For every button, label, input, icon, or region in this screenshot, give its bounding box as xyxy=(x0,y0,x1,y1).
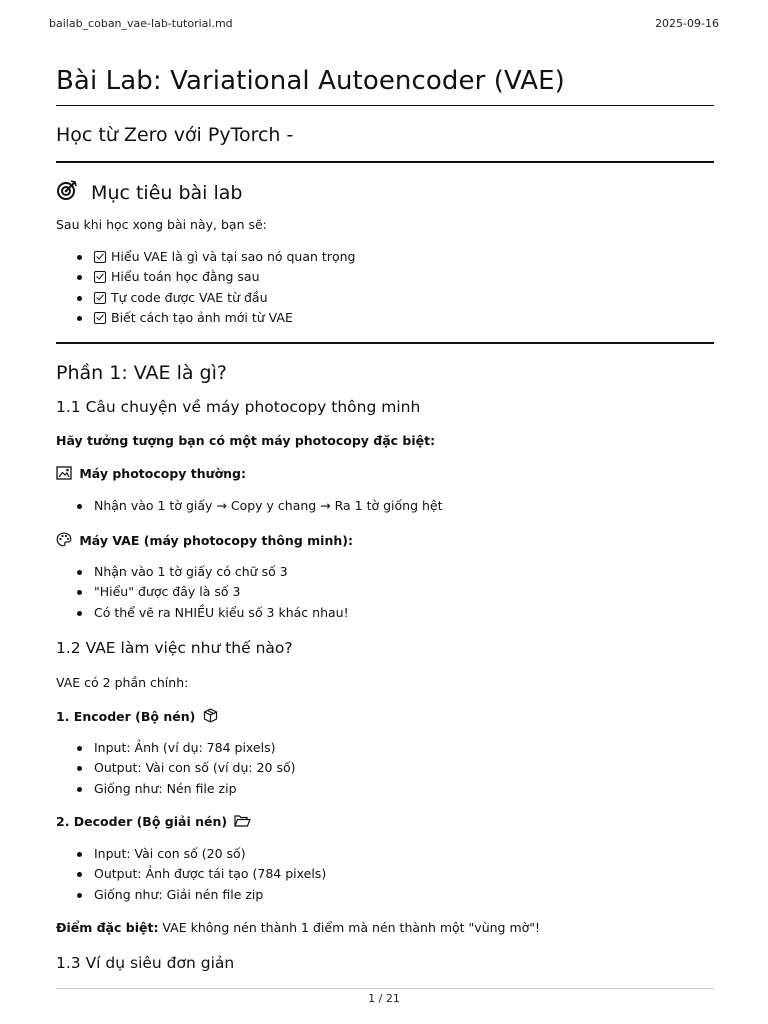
decoder-list xyxy=(56,844,326,905)
section-1-2-heading: 1.2 VAE làm việc như thế nào? xyxy=(56,639,293,657)
checkbox-icon xyxy=(94,271,106,283)
section-1-1-heading: 1.1 Câu chuyện về máy photocopy thông minh xyxy=(56,398,421,416)
page-subtitle: Học từ Zero với PyTorch - xyxy=(56,124,294,146)
section-1-2-intro: VAE có 2 phần chính: xyxy=(56,675,189,690)
section-divider xyxy=(56,342,714,344)
encoder-label: 1. Encoder (Bộ nén) xyxy=(56,708,218,726)
vae-copier-list xyxy=(56,562,349,623)
checkbox-icon xyxy=(94,251,106,263)
list-item: Hiểu toán học đằng sau xyxy=(56,267,355,287)
list-item: Biết cách tạo ảnh mới từ VAE xyxy=(56,308,355,328)
list-item: "Hiểu" được đây là số 3 xyxy=(56,582,349,602)
goals-heading-text: Mục tiêu bài lab xyxy=(91,182,243,204)
normal-copier-label: Máy photocopy thường: xyxy=(56,466,246,483)
list-item: Output: Ảnh được tái tạo (784 pixels) xyxy=(56,864,326,884)
header-date: 2025-09-16 xyxy=(655,17,719,30)
special-note-label: Điểm đặc biệt: xyxy=(56,920,159,935)
title-divider xyxy=(56,105,714,106)
header-filename: bailab_coban_vae-lab-tutorial.md xyxy=(49,17,233,30)
page-number: 1 / 21 xyxy=(368,992,400,1005)
open-folder-icon xyxy=(234,814,251,831)
goals-heading xyxy=(56,179,242,206)
part1-heading: Phần 1: VAE là gì? xyxy=(56,362,227,384)
encoder-list xyxy=(56,738,296,799)
target-icon xyxy=(56,179,78,206)
list-item: Hiểu VAE là gì và tại sao nó quan trọng xyxy=(56,247,355,267)
goals-list xyxy=(56,247,355,328)
vae-copier-label: Máy VAE (máy photocopy thông minh): xyxy=(56,532,353,550)
list-item: Có thể vẽ ra NHIỀU kiểu số 3 khác nhau! xyxy=(56,603,349,623)
decoder-label: 2. Decoder (Bộ giải nén) xyxy=(56,814,251,831)
list-item: Input: Vài con số (20 số) xyxy=(56,844,326,864)
normal-copier-list xyxy=(56,496,443,516)
list-item: Tự code được VAE từ đầu xyxy=(56,288,355,308)
section-1-1-lead: Hãy tưởng tượng bạn có một máy photocopy đặc biệt: xyxy=(56,433,436,448)
list-item: Input: Ảnh (ví dụ: 784 pixels) xyxy=(56,738,296,758)
package-icon xyxy=(203,708,218,726)
section-divider xyxy=(56,161,714,163)
list-item: Nhận vào 1 tờ giấy có chữ số 3 xyxy=(56,562,349,582)
section-1-3-heading: 1.3 Ví dụ siêu đơn giản xyxy=(56,954,235,972)
list-item: Giống như: Giải nén file zip xyxy=(56,885,326,905)
page-title: Bài Lab: Variational Autoencoder (VAE) xyxy=(56,66,565,96)
checkbox-icon xyxy=(94,312,106,324)
list-item: Giống như: Nén file zip xyxy=(56,779,296,799)
picture-frame-icon xyxy=(56,466,72,483)
goals-intro: Sau khi học xong bài này, bạn sẽ: xyxy=(56,217,267,232)
palette-icon xyxy=(56,532,72,550)
list-item: Output: Vài con số (ví dụ: 20 số) xyxy=(56,758,296,778)
checkbox-icon xyxy=(94,292,106,304)
special-note xyxy=(56,920,540,935)
list-item: Nhận vào 1 tờ giấy → Copy y chang → Ra 1 tờ giống hệt xyxy=(56,496,443,516)
special-note-text: VAE không nén thành 1 điểm mà nén thành một "vùng mờ"! xyxy=(158,920,541,935)
footer-divider xyxy=(56,988,714,989)
